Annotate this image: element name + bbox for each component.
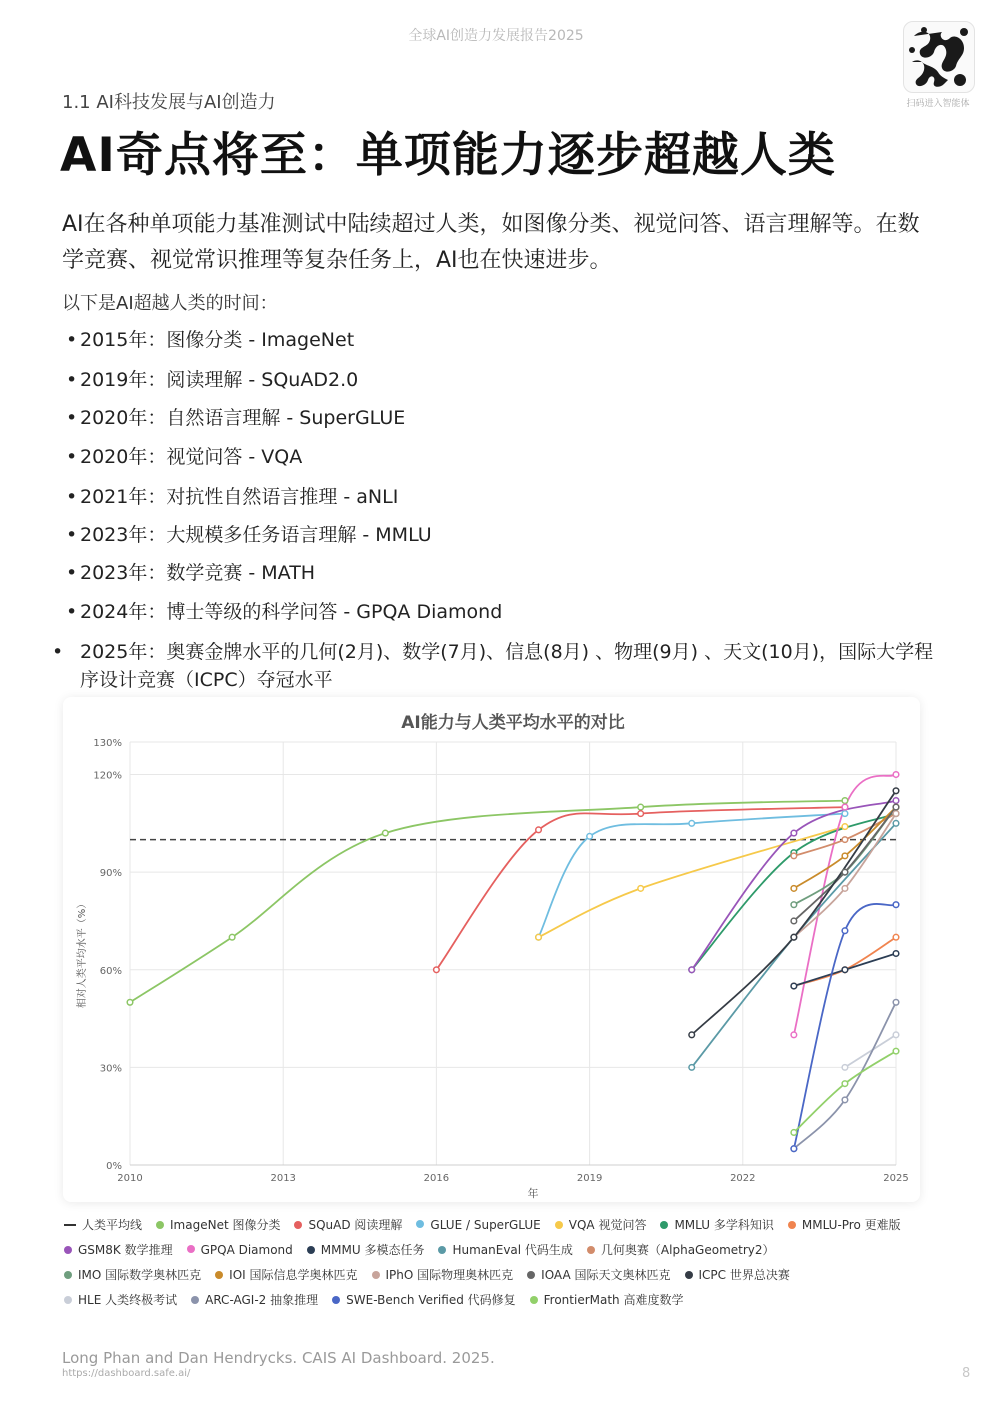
x-tick-label: 2025 xyxy=(883,1173,909,1184)
data-point xyxy=(893,951,899,957)
legend-dot-swatch xyxy=(64,1296,72,1304)
y-tick-label: 30% xyxy=(99,1063,122,1075)
data-point xyxy=(842,824,848,830)
qr-code[interactable] xyxy=(903,21,975,93)
legend-item[interactable] xyxy=(438,1241,572,1258)
milestone-item: • 2024年：博士等级的科学问答 - GPQA Diamond xyxy=(66,601,503,623)
data-point xyxy=(893,1000,899,1006)
legend-item[interactable] xyxy=(788,1216,901,1233)
milestone-text: 2025年：奥赛金牌水平的几何(2月)、数学(7月)、信息(8月) 、物理(9月) 、天文(10月)，国际大学程序设计竞赛（ICPC）夺冠水平 xyxy=(80,641,934,691)
legend-dash-swatch xyxy=(64,1224,76,1226)
data-point xyxy=(893,788,899,794)
data-point xyxy=(536,827,542,833)
legend-dot-swatch xyxy=(788,1221,796,1229)
legend-row xyxy=(64,1216,944,1241)
legend-item[interactable] xyxy=(372,1266,514,1283)
data-point xyxy=(689,967,695,973)
legend-dot-swatch xyxy=(187,1245,195,1253)
legend-label: ARC-AGI-2 抽象推理 xyxy=(205,1293,319,1307)
legend-item[interactable] xyxy=(416,1218,540,1232)
data-point xyxy=(791,934,797,940)
chart-canvas xyxy=(63,697,920,1202)
report-header-title: 全球AI创造力发展报告2025 xyxy=(408,28,584,44)
x-tick-label: 2019 xyxy=(576,1173,603,1184)
x-tick-label: 2010 xyxy=(117,1173,143,1184)
legend-item[interactable] xyxy=(530,1291,684,1308)
legend-dot-swatch xyxy=(555,1221,563,1229)
series-line xyxy=(539,814,845,938)
legend-dot-swatch xyxy=(332,1296,340,1304)
legend-dot-swatch xyxy=(294,1221,302,1229)
legend-label: IOAA 国际天文奥林匹克 xyxy=(541,1268,671,1282)
legend-dot-swatch xyxy=(64,1246,72,1254)
milestone-text: 2015年：图像分类 - ImageNet xyxy=(80,329,355,351)
legend-label: MMMU 多模态任务 xyxy=(320,1243,425,1257)
milestone-text: 2020年：自然语言理解 - SuperGLUE xyxy=(80,407,406,429)
legend-label: MMLU-Pro 更难版 xyxy=(801,1218,901,1232)
y-tick-label: 130% xyxy=(93,738,122,749)
data-point xyxy=(893,821,899,827)
legend-dot-swatch xyxy=(307,1246,315,1254)
data-point xyxy=(638,804,644,810)
legend-label: 人类平均线 xyxy=(82,1218,143,1232)
legend-item[interactable] xyxy=(307,1241,425,1258)
y-tick-label: 0% xyxy=(106,1161,122,1172)
data-point xyxy=(638,811,644,817)
data-point xyxy=(893,1048,899,1054)
milestone-item: • 2023年：数学竞赛 - MATH xyxy=(66,562,316,584)
legend-dot-swatch xyxy=(416,1220,424,1228)
legend-dot-swatch xyxy=(156,1221,164,1229)
data-point xyxy=(229,934,235,940)
data-point xyxy=(842,1081,848,1087)
milestone-item: • 2020年：自然语言理解 - SuperGLUE xyxy=(66,407,406,429)
data-point xyxy=(791,830,797,836)
x-tick-label: 2022 xyxy=(730,1173,756,1184)
data-point xyxy=(791,1146,797,1152)
data-point xyxy=(791,983,797,989)
qr-code-icon xyxy=(904,22,974,92)
data-point xyxy=(536,934,542,940)
legend-dot-swatch xyxy=(527,1271,535,1279)
legend-label: ICPC 世界总决赛 xyxy=(698,1268,790,1282)
data-point xyxy=(842,798,848,804)
series-line xyxy=(692,791,896,1035)
legend-label: HLE 人类终极考试 xyxy=(78,1293,178,1307)
data-point xyxy=(893,934,899,940)
data-point xyxy=(791,902,797,908)
data-point xyxy=(842,1097,848,1103)
legend-dot-swatch xyxy=(191,1296,199,1304)
series-line xyxy=(794,1051,896,1132)
legend-label: HumanEval 代码生成 xyxy=(452,1243,573,1257)
page-number: 8 xyxy=(962,1366,971,1381)
x-tick-label: 2016 xyxy=(423,1173,450,1184)
legend-label: IPhO 国际物理奥林匹克 xyxy=(385,1268,514,1282)
data-point xyxy=(791,853,797,859)
data-point xyxy=(689,1065,695,1071)
legend-label: FrontierMath 高难度数学 xyxy=(543,1293,684,1307)
legend-item[interactable] xyxy=(191,1291,318,1308)
milestone-item: • 2019年：阅读理解 - SQuAD2.0 xyxy=(66,369,359,391)
data-point xyxy=(791,918,797,924)
data-point xyxy=(638,886,644,892)
legend-item[interactable] xyxy=(187,1243,293,1257)
data-point xyxy=(893,811,899,817)
data-point xyxy=(127,1000,133,1006)
data-point xyxy=(842,928,848,934)
legend-dot-swatch xyxy=(660,1221,668,1229)
legend-row xyxy=(64,1266,944,1291)
legend-dot-swatch xyxy=(372,1271,380,1279)
source-url[interactable]: https://dashboard.safe.ai/ xyxy=(62,1368,191,1379)
chart-title: AI能力与人类平均水平的对比 xyxy=(401,713,625,733)
legend-label: VQA 视觉问答 xyxy=(568,1218,647,1232)
data-point xyxy=(842,1065,848,1071)
milestone-item: • 2025年：奥赛金牌水平的几何(2月)、数学(7月)、信息(8月) 、物理(9月) 、天文(10月)，国际大学程序设计竞赛（ICPC）夺冠水平 xyxy=(52,641,934,691)
legend-item[interactable] xyxy=(660,1216,773,1233)
data-point xyxy=(383,830,389,836)
series-line xyxy=(845,1035,896,1068)
data-point xyxy=(842,869,848,875)
milestone-text: 2023年：大规模多任务语言理解 - MMLU xyxy=(80,524,432,546)
legend-label: GPQA Diamond xyxy=(200,1242,293,1257)
data-point xyxy=(842,967,848,973)
legend-item[interactable] xyxy=(215,1266,357,1283)
legend-item[interactable] xyxy=(685,1266,790,1283)
section-label: 1.1 AI科技发展与AI创造力 xyxy=(62,92,276,113)
data-point xyxy=(689,1032,695,1038)
milestone-text: 2023年：数学竞赛 - MATH xyxy=(80,562,316,584)
legend-row xyxy=(64,1291,944,1316)
legend-dot-swatch xyxy=(438,1246,446,1254)
milestone-item: • 2023年：大规模多任务语言理解 - MMLU xyxy=(66,524,432,546)
legend-dot-swatch xyxy=(64,1271,72,1279)
legend-dot-swatch xyxy=(215,1271,223,1279)
series-line xyxy=(794,904,896,1149)
legend-label: ImageNet 图像分类 xyxy=(170,1218,281,1232)
chart-card xyxy=(63,697,920,1202)
y-tick-label: 60% xyxy=(99,965,122,977)
series-line xyxy=(794,807,896,888)
legend-item[interactable] xyxy=(64,1291,177,1308)
data-point xyxy=(893,772,899,778)
x-axis-label: 年 xyxy=(527,1187,539,1200)
legend-item[interactable] xyxy=(64,1266,201,1283)
data-point xyxy=(893,798,899,804)
milestone-item: • 2015年：图像分类 - ImageNet xyxy=(66,329,355,351)
y-tick-label: 120% xyxy=(93,770,122,782)
legend-item[interactable] xyxy=(555,1216,647,1233)
y-tick-label: 90% xyxy=(99,868,122,880)
legend-label: IMO 国际数学奥林匹克 xyxy=(78,1268,202,1282)
series-line xyxy=(794,814,896,856)
milestone-text: 2021年：对抗性自然语言推理 - aNLI xyxy=(80,486,399,508)
legend-label: SWE-Bench Verified 代码修复 xyxy=(346,1293,516,1307)
data-point xyxy=(893,902,899,908)
chart-legend xyxy=(64,1216,944,1316)
legend-dot-swatch xyxy=(685,1271,693,1279)
legend-label: GLUE / SuperGLUE xyxy=(430,1217,541,1232)
data-point xyxy=(893,804,899,810)
milestone-text: 2020年：视觉问答 - VQA xyxy=(80,446,303,468)
legend-dot-swatch xyxy=(530,1296,538,1304)
legend-label: GSM8K 数学推理 xyxy=(78,1243,173,1257)
milestone-text: 2019年：阅读理解 - SQuAD2.0 xyxy=(80,369,359,391)
legend-row xyxy=(64,1241,944,1266)
data-point xyxy=(842,811,848,817)
legend-item[interactable] xyxy=(294,1216,402,1233)
data-point xyxy=(842,853,848,859)
data-point xyxy=(434,967,440,973)
legend-label: 几何奥赛（AlphaGeometry2） xyxy=(600,1243,775,1257)
legend-item[interactable] xyxy=(64,1216,142,1233)
legend-item[interactable] xyxy=(64,1241,173,1258)
y-axis-label: 相对人类平均水平（%） xyxy=(77,898,88,1009)
legend-dot-swatch xyxy=(587,1246,595,1254)
series-line xyxy=(539,827,845,938)
data-point xyxy=(791,1130,797,1136)
data-point xyxy=(842,837,848,843)
milestone-list-lead: 以下是AI超越人类的时间： xyxy=(62,293,278,314)
x-tick-label: 2013 xyxy=(270,1173,296,1184)
data-point xyxy=(842,804,848,810)
legend-item[interactable] xyxy=(156,1216,280,1233)
intro-paragraph: AI在各种单项能力基准测试中陆续超过人类，如图像分类、视觉问答、语言理解等。在数学竞赛、视觉常识推理等复杂任务上，AI也在快速进步。 xyxy=(62,212,920,273)
milestone-text: 2024年：博士等级的科学问答 - GPQA Diamond xyxy=(80,601,503,623)
data-point xyxy=(791,1032,797,1038)
legend-label: SQuAD 阅读理解 xyxy=(308,1218,403,1232)
milestone-item: • 2020年：视觉问答 - VQA xyxy=(66,446,303,468)
legend-item[interactable] xyxy=(527,1266,670,1283)
data-point xyxy=(842,886,848,892)
data-point xyxy=(791,886,797,892)
legend-label: MMLU 多学科知识 xyxy=(674,1218,774,1232)
data-point xyxy=(587,834,593,840)
legend-item[interactable] xyxy=(587,1241,775,1258)
qr-caption: 扫码进入智能体 xyxy=(906,99,970,109)
milestone-item: • 2021年：对抗性自然语言推理 - aNLI xyxy=(66,486,399,508)
data-point xyxy=(689,821,695,827)
legend-item[interactable] xyxy=(332,1291,516,1308)
data-point xyxy=(893,1032,899,1038)
page-title: AI奇点将至：单项能力逐步超越人类 xyxy=(60,128,836,183)
citation: Long Phan and Dan Hendrycks. CAIS AI Dashboard. 2025. xyxy=(62,1349,495,1367)
legend-label: IOI 国际信息学奥林匹克 xyxy=(229,1268,358,1282)
